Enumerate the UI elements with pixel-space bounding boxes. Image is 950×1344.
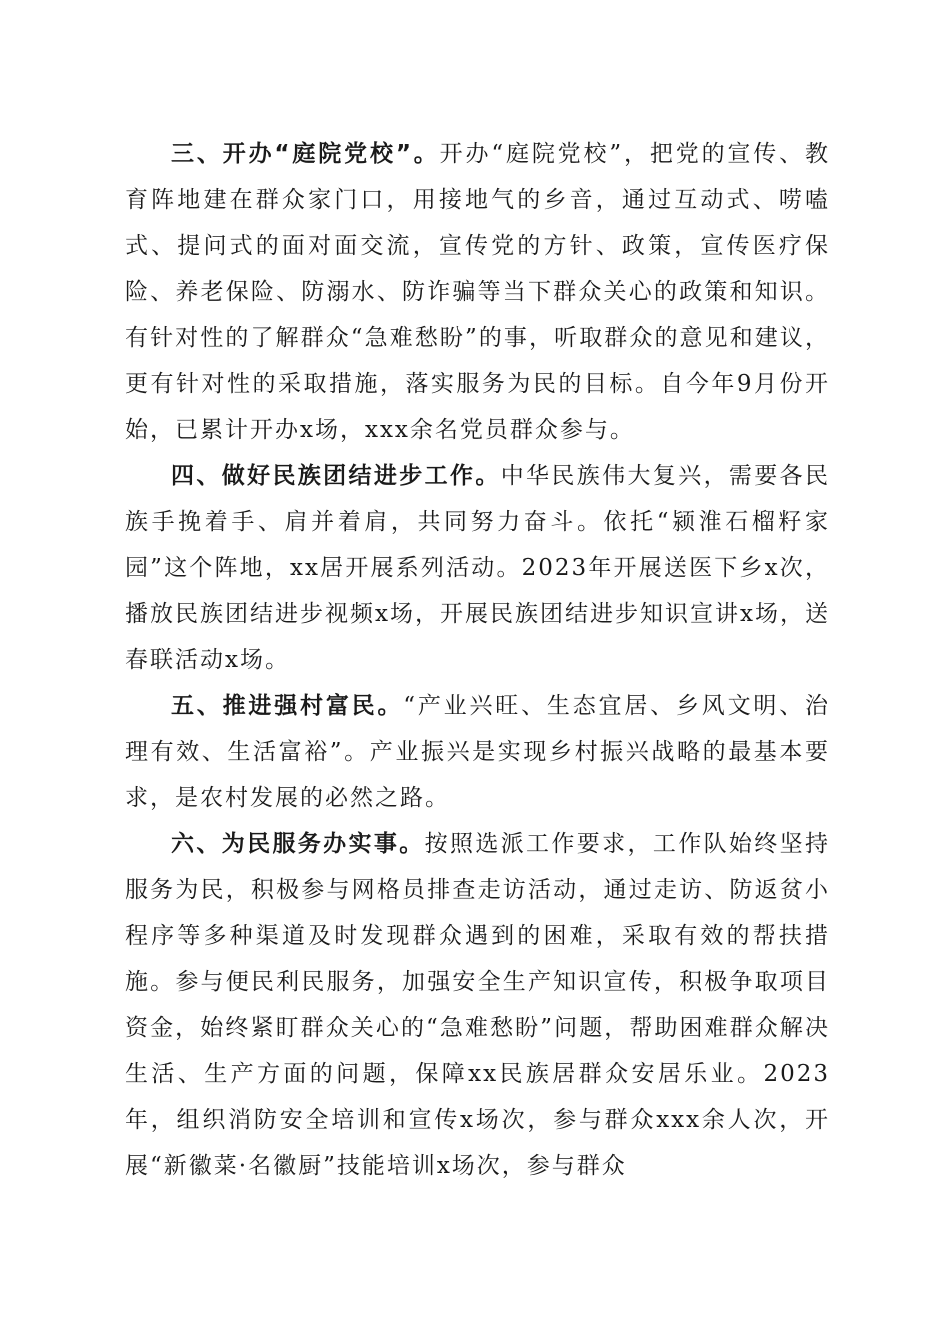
section-heading-5: 五、推进强村富民。 <box>171 693 404 719</box>
paragraph-4 <box>125 453 830 683</box>
section-heading-6: 六、为民服务办实事。 <box>171 831 425 857</box>
paragraph-3 <box>125 131 830 453</box>
section-heading-4: 四、做好民族团结进步工作。 <box>171 463 501 489</box>
paragraph-5 <box>125 683 830 821</box>
section-body-5: “产业兴旺、生态宜居、乡风文明、治理有效、生活富裕”。产业振兴是实现乡村振兴战略的最基本要求，是农村发展的必然之路。 <box>125 693 831 811</box>
section-heading-3: 三、开办“庭院党校”。 <box>171 141 440 167</box>
paragraph-6 <box>125 821 830 1189</box>
section-body-6: 按照选派工作要求，工作队始终坚持服务为民，积极参与网格员排查走访活动，通过走访、防返贫小程序等多种渠道及时发现群众遇到的困难，采取有效的帮扶措施。参与便民利民服务，加强安全生产知识宣传，积极争取项目资金，始终紧盯群众关心的“急难愁盼”问题，帮助困难群众解决生活、生产方面的问题，保障xx民族居群众安居乐业。2023年，组织消防安全培训和宣传x场次，参与群众xxx余人次，开展“新徽菜·名徽厨”技能培训x场次，参与群众 <box>125 831 831 1179</box>
section-body-3: 开办“庭院党校”，把党的宣传、教育阵地建在群众家门口，用接地气的乡音，通过互动式、唠嗑式、提问式的面对面交流，宣传党的方针、政策，宣传医疗保险、养老保险、防溺水、防诈骗等当下群众关心的政策和知识。有针对性的了解群众“急难愁盼”的事，听取群众的意见和建议，更有针对性的采取措施，落实服务为民的目标。自今年9月份开始，已累计开办x场，xxx余名党员群众参与。 <box>125 141 830 443</box>
section-body-4: 中华民族伟大复兴，需要各民族手挽着手、肩并着肩，共同努力奋斗。依托“颍淮石榴籽家园”这个阵地，xx居开展系列活动。2023年开展送医下乡x次，播放民族团结进步视频x场，开展民族团结进步知识宣讲x场，送春联活动x场。 <box>125 463 831 673</box>
